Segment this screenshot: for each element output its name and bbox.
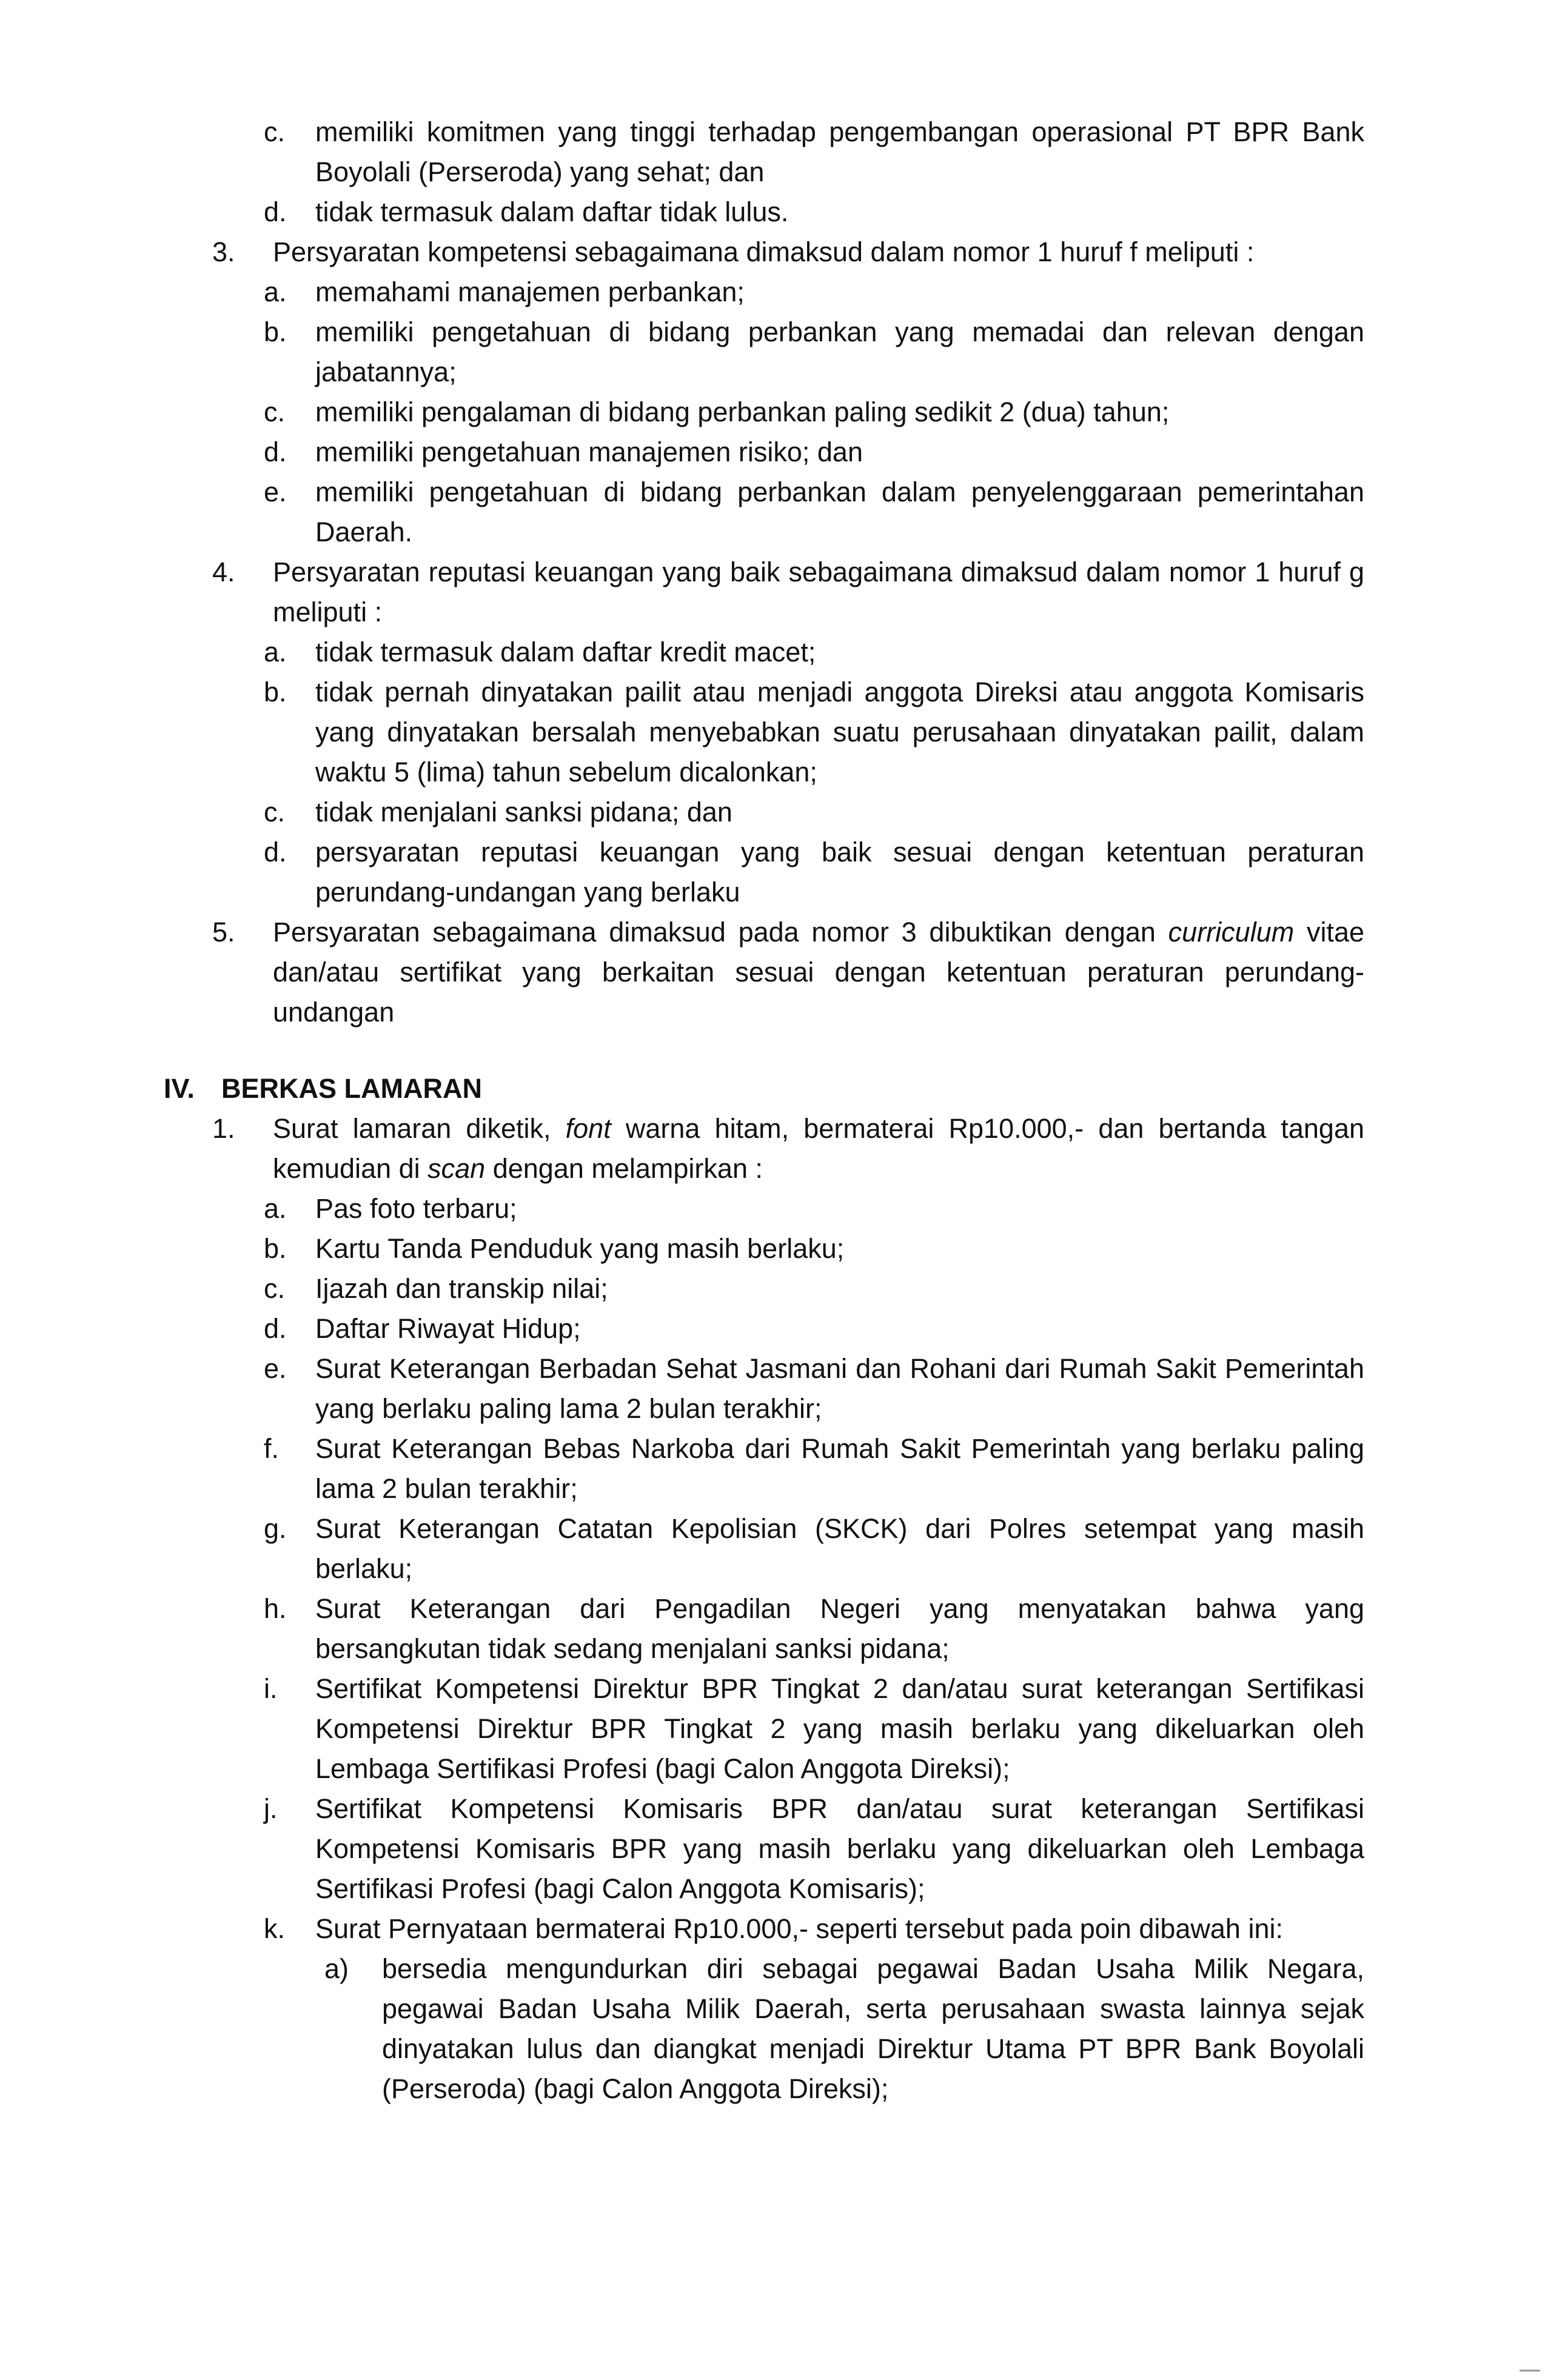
list-item — [164, 432, 1364, 472]
item-text: tidak pernah dinyatakan pailit atau menjadi anggota Direksi atau anggota Komisaris yang dinyatakan bersalah menyebabkan suatu perusahaan dinyatakan pailit, dalam waktu 5 (lima) tahun sebelum dicalonkan; — [315, 677, 1364, 787]
item-text: Persyaratan kompetensi sebagaimana dimaksud dalam nomor 1 huruf f meliputi : — [273, 236, 1255, 267]
item-marker: b. — [264, 1233, 287, 1264]
text-run: vitae dan/atau sertifikat yang berkaitan sesuai dengan ketentuan peraturan perundang-undangan — [273, 917, 1364, 1028]
list-item — [164, 112, 1364, 192]
item-marker: a) — [324, 1953, 349, 1984]
list-item — [164, 1789, 1364, 1909]
list-item — [164, 672, 1364, 792]
text-run: warna hitam, bermaterai Rp10.000,- dan bertanda tangan kemudian di — [273, 1113, 1364, 1184]
item-number: 4. — [212, 557, 235, 587]
numbered-item-5 — [164, 912, 1364, 1032]
text-run: dengan melampirkan : — [485, 1153, 763, 1184]
italic-term: scan — [427, 1153, 486, 1184]
item-marker: d. — [264, 436, 287, 467]
item-text: Surat Keterangan dari Pengadilan Negeri yang menyatakan bahwa yang bersangkutan tidak sedang menjalani sanksi pidana; — [315, 1593, 1364, 1664]
list-item — [164, 272, 1364, 312]
list-item — [164, 312, 1364, 392]
item-marker: d. — [264, 196, 287, 227]
item-text: Sertifikat Kompetensi Direktur BPR Tingkat 2 dan/atau surat keterangan Sertifikasi Kompetensi Direktur BPR Tingkat 2 yang masih berlaku yang dikeluarkan oleh Lembaga Sertifikasi Profesi (bagi Calon Anggota Direksi); — [315, 1673, 1364, 1784]
list-item — [164, 392, 1364, 432]
item-marker: h. — [264, 1593, 287, 1624]
list-item — [164, 1589, 1364, 1669]
item-text: persyaratan reputasi keuangan yang baik sesuai dengan ketentuan peraturan perundang-undangan yang berlaku — [315, 837, 1364, 908]
item-text: Surat Pernyataan bermaterai Rp10.000,- seperti tersebut pada poin dibawah ini: — [315, 1913, 1283, 1944]
item-text: memiliki komitmen yang tinggi terhadap pengembangan operasional PT BPR Bank Boyolali (Perseroda) yang sehat; dan — [315, 116, 1364, 187]
item-text: Kartu Tanda Penduduk yang masih berlaku; — [315, 1233, 845, 1264]
item-text: Surat Keterangan Berbadan Sehat Jasmani dan Rohani dari Rumah Sakit Pemerintah yang berlaku paling lama 2 bulan terakhir; — [315, 1353, 1364, 1424]
item-marker: c. — [264, 116, 286, 147]
item-marker: d. — [264, 1313, 287, 1344]
list-item — [164, 472, 1364, 552]
item-text: Pas foto terbaru; — [315, 1193, 517, 1224]
item-marker: k. — [264, 1913, 286, 1944]
list-item — [164, 1909, 1364, 1949]
numbered-item-4 — [164, 552, 1364, 632]
item-marker: f. — [264, 1433, 280, 1464]
item-marker: a. — [264, 637, 287, 667]
italic-term: font — [565, 1113, 611, 1144]
item-marker: a. — [264, 1193, 287, 1224]
item-marker: g. — [264, 1513, 287, 1544]
list-item — [164, 1509, 1364, 1589]
item-text: memiliki pengetahuan di bidang perbankan yang memadai dan relevan dengan jabatannya; — [315, 316, 1364, 387]
item-text: tidak menjalani sanksi pidana; dan — [315, 797, 732, 827]
section-title: BERKAS LAMARAN — [221, 1073, 482, 1104]
item-text: tidak termasuk dalam daftar kredit macet; — [315, 637, 816, 667]
list-item — [164, 792, 1364, 832]
item-text: Daftar Riwayat Hidup; — [315, 1313, 581, 1344]
list-item — [164, 1229, 1364, 1269]
section-heading — [164, 1069, 1364, 1109]
item-marker: e. — [264, 476, 287, 507]
item-text: memahami manajemen perbankan; — [315, 276, 745, 307]
item-marker: c. — [264, 1273, 286, 1304]
list-item — [164, 1309, 1364, 1349]
item-marker: b. — [264, 316, 287, 347]
item-marker: d. — [264, 837, 287, 867]
list-item — [164, 1349, 1364, 1429]
item-text: tidak termasuk dalam daftar tidak lulus. — [315, 196, 789, 227]
list-item — [164, 192, 1364, 232]
numbered-item-1 — [164, 1109, 1364, 1189]
item-number: 1. — [212, 1113, 235, 1144]
item-number: 3. — [212, 236, 235, 267]
item-marker: a. — [264, 276, 287, 307]
text-run: Surat lamaran diketik, — [273, 1113, 566, 1144]
list-item — [164, 832, 1364, 912]
scan-edge-mark — [1520, 2370, 1540, 2372]
item-text: Surat Keterangan Bebas Narkoba dari Rumah Sakit Pemerintah yang berlaku paling lama 2 bulan terakhir; — [315, 1433, 1364, 1504]
numbered-item-3 — [164, 232, 1364, 272]
list-item — [164, 1269, 1364, 1309]
item-text: bersedia mengundurkan diri sebagai pegawai Badan Usaha Milik Negara, pegawai Badan Usaha Milik Daerah, serta perusahaan swasta lainnya sejak dinyatakan lulus dan diangkat menjadi Direktur Utama PT BPR Bank Boyolali (Perseroda) (bagi Calon Anggota Direksi); — [382, 1953, 1364, 2104]
list-item — [164, 632, 1364, 672]
item-marker: j. — [264, 1793, 278, 1824]
item-marker: b. — [264, 677, 287, 707]
item-text: Sertifikat Kompetensi Komisaris BPR dan/atau surat keterangan Sertifikasi Kompetensi Komisaris BPR yang masih berlaku yang dikeluarkan oleh Lembaga Sertifikasi Profesi (bagi Calon Anggota Komisaris); — [315, 1793, 1364, 1904]
item-text: Ijazah dan transkip nilai; — [315, 1273, 608, 1304]
sub-list-item — [164, 1949, 1364, 2109]
section-number: IV. — [164, 1073, 195, 1104]
item-marker: c. — [264, 797, 286, 827]
item-number: 5. — [212, 917, 235, 948]
item-text — [273, 912, 1364, 1032]
list-item — [164, 1429, 1364, 1509]
text-run: Persyaratan sebagaimana dimaksud pada nomor 3 dibuktikan dengan — [273, 917, 1168, 948]
item-text: memiliki pengalaman di bidang perbankan paling sedikit 2 (dua) tahun; — [315, 396, 1170, 427]
item-text: memiliki pengetahuan di bidang perbankan dalam penyelenggaraan pemerintahan Daerah. — [315, 476, 1364, 547]
italic-term: curriculum — [1168, 917, 1295, 948]
item-marker: c. — [264, 396, 286, 427]
item-text: Persyaratan reputasi keuangan yang baik sebagaimana dimaksud dalam nomor 1 huruf g meliputi : — [273, 557, 1364, 627]
item-marker: e. — [264, 1353, 287, 1384]
item-text: Surat Keterangan Catatan Kepolisian (SKCK) dari Polres setempat yang masih berlaku; — [315, 1513, 1364, 1584]
item-marker: i. — [264, 1673, 278, 1704]
list-item — [164, 1669, 1364, 1789]
list-item — [164, 1189, 1364, 1229]
item-text — [273, 1109, 1364, 1189]
item-text: memiliki pengetahuan manajemen risiko; dan — [315, 436, 863, 467]
document-body — [164, 112, 1364, 2109]
